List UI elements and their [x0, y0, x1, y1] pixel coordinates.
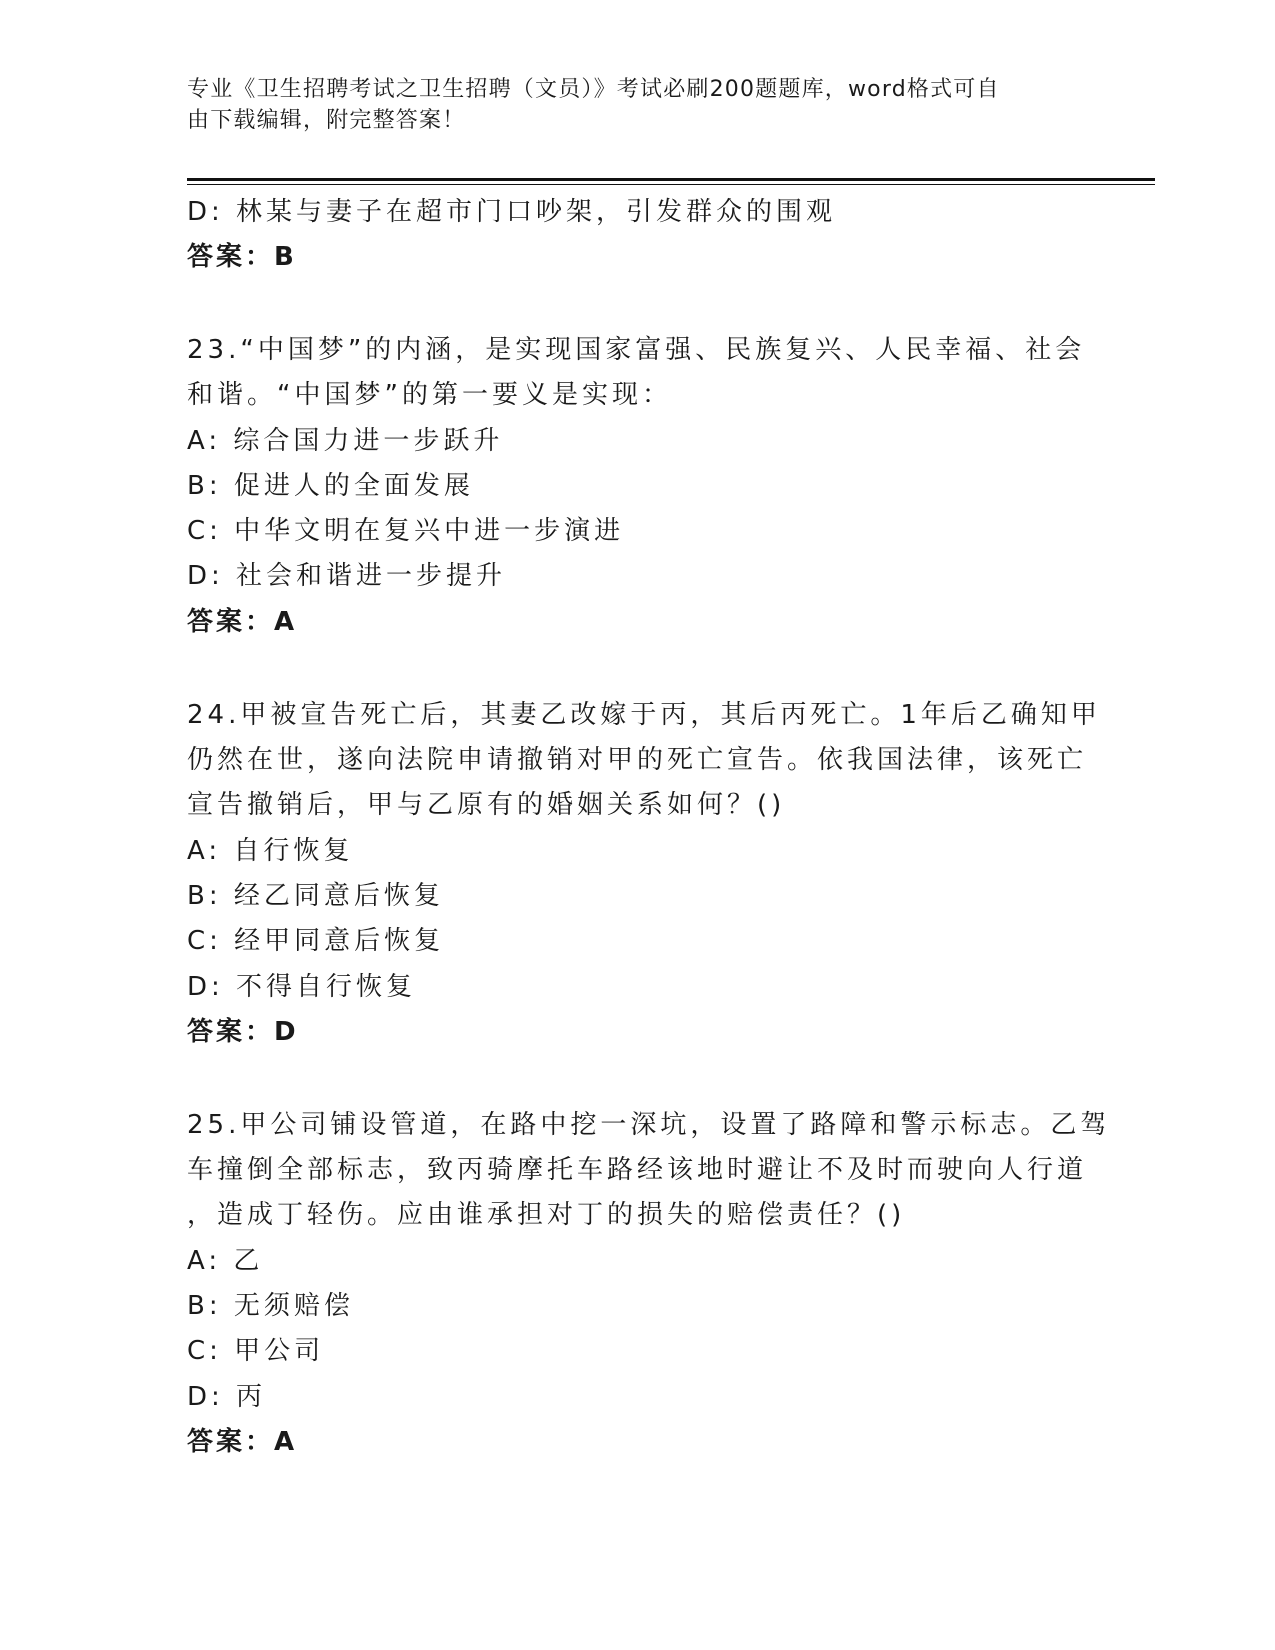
answer-line: 答案：A — [187, 606, 298, 637]
option-d: D: 林某与妻子在超市门口吵架，引发群众的围观 — [187, 197, 837, 227]
option-c: C: 甲公司 — [187, 1336, 325, 1367]
option-c: C: 中华文明在复兴中进一步演进 — [187, 516, 625, 547]
question-text-line: 车撞倒全部标志，致丙骑摩托车路经该地时避让不及时而驶向人行道 — [187, 1155, 1088, 1186]
question-25 — [187, 1103, 1111, 1465]
question-text-line: 25.甲公司铺设管道，在路中挖一深坑，设置了路障和警示标志。乙驾 — [187, 1109, 1111, 1140]
option-c: C: 经甲同意后恢复 — [187, 926, 445, 957]
option-b: B: 促进人的全面发展 — [187, 470, 474, 501]
option-a: A: 乙 — [187, 1245, 264, 1276]
option-d: D: 丙 — [187, 1381, 267, 1412]
question-24 — [187, 693, 1101, 1055]
header-rule-thin — [187, 184, 1155, 185]
option-b: B: 经乙同意后恢复 — [187, 880, 444, 911]
answer-line: 答案：B — [187, 242, 297, 272]
question-text-line: 仍然在世，遂向法院申请撤销对甲的死亡宣告。依我国法律，该死亡 — [187, 745, 1088, 776]
answer-line: 答案：D — [187, 1016, 299, 1047]
page-header — [187, 74, 1067, 136]
answer-line: 答案：A — [187, 1426, 298, 1457]
question-text-line: 23.“中国梦”的内涵，是实现国家富强、民族复兴、人民幸福、社会 — [187, 335, 1086, 365]
option-d: D: 不得自行恢复 — [187, 971, 417, 1002]
question-23 — [187, 328, 1087, 645]
option-a: A: 自行恢复 — [187, 835, 354, 866]
question-text-line: 和谐。“中国梦”的第一要义是实现： — [187, 380, 672, 411]
previous-question-tail — [187, 190, 1087, 280]
option-a: A: 综合国力进一步跃升 — [187, 425, 504, 456]
header-line-2: 由下载编辑，附完整答案！ — [187, 108, 466, 133]
question-text-line: 宣告撤销后，甲与乙原有的婚姻关系如何？() — [187, 790, 786, 821]
question-text-line: 24.甲被宣告死亡后，其妻乙改嫁于丙，其后丙死亡。1年后乙确知甲 — [187, 699, 1101, 730]
header-rule-thick — [187, 178, 1155, 181]
option-d: D: 社会和谐进一步提升 — [187, 561, 507, 592]
question-text-line: ，造成丁轻伤。应由谁承担对丁的损失的赔偿责任？() — [187, 1200, 906, 1231]
document-body — [187, 190, 1111, 1465]
option-b: B: 无须赔偿 — [187, 1291, 354, 1322]
header-line-1: 专业《卫生招聘考试之卫生招聘（文员）》考试必刷200题题库，word格式可自 — [187, 77, 1000, 102]
